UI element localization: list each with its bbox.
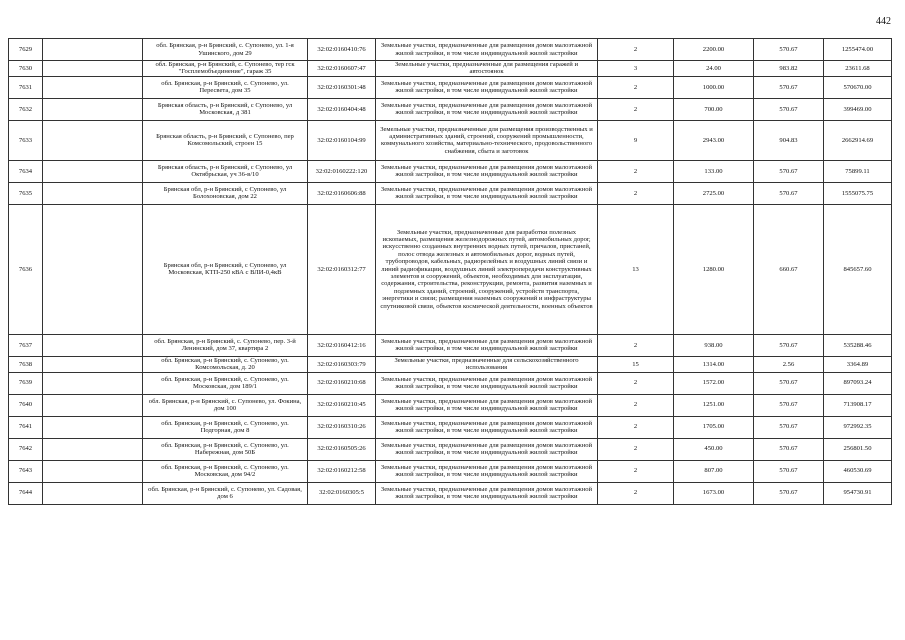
blank-cell (43, 98, 143, 120)
address-cell: обл. Брянская, р-н Брянский, с. Супонево, ул. Пересвета, дом 35 (143, 76, 308, 98)
blank-cell (43, 76, 143, 98)
area-cell: 133.00 (674, 160, 754, 182)
row-number: 7632 (9, 98, 43, 120)
address-cell: обл. Брянская, р-н Брянский, с. Супонево, ул. Садовая, дом 6 (143, 482, 308, 504)
table-row (9, 394, 892, 416)
table-body (9, 39, 892, 505)
group-cell: 2 (598, 394, 674, 416)
table-row (9, 182, 892, 204)
cadastral-number-cell: 32:02:0160210:68 (308, 372, 376, 394)
address-cell: Брянская обл, р-н Брянский, с Супонево, ул Болохоновская, дом 22 (143, 182, 308, 204)
cadastral-value-cell: 1255474.00 (824, 39, 892, 61)
table-row (9, 460, 892, 482)
cadastral-value-cell: 954730.91 (824, 482, 892, 504)
area-cell: 1572.00 (674, 372, 754, 394)
row-number: 7631 (9, 76, 43, 98)
land-use-cell: Земельные участки, предназначенные для размещения домов малоэтажной жилой застройки, в том числе индивидуальной жилой застройки (376, 372, 598, 394)
land-use-cell: Земельные участки, предназначенные для размещения домов малоэтажной жилой застройки, в том числе индивидуальной жилой застройки (376, 98, 598, 120)
table-row (9, 61, 892, 77)
area-cell: 807.00 (674, 460, 754, 482)
table-row (9, 482, 892, 504)
address-cell: обл. Брянская, р-н Брянский, с. Супонево, ул. Московская, дом 189/1 (143, 372, 308, 394)
cadastral-number-cell: 32:02:0160104:99 (308, 120, 376, 160)
cadastral-value-cell: 75899.11 (824, 160, 892, 182)
blank-cell (43, 438, 143, 460)
table-row (9, 160, 892, 182)
area-cell: 2200.00 (674, 39, 754, 61)
land-use-cell: Земельные участки, предназначенные для размещения производственных и административных зданий, строений, сооружений промышленности, коммунального хозяйства, материально-технического, продовольственного снабжения, сбыта и заготовок (376, 120, 598, 160)
area-cell: 700.00 (674, 98, 754, 120)
specific-value-cell: 2.56 (754, 356, 824, 372)
group-cell: 2 (598, 372, 674, 394)
group-cell: 2 (598, 160, 674, 182)
area-cell: 1000.00 (674, 76, 754, 98)
address-cell: Брянская область, р-н Брянский, с Супонево, ул Московская, д 381 (143, 98, 308, 120)
row-number: 7639 (9, 372, 43, 394)
row-number: 7635 (9, 182, 43, 204)
row-number: 7644 (9, 482, 43, 504)
cadastral-number-cell: 32:02:0160210:45 (308, 394, 376, 416)
cadastral-value-table (8, 38, 892, 505)
cadastral-value-cell: 2662914.69 (824, 120, 892, 160)
specific-value-cell: 570.67 (754, 460, 824, 482)
specific-value-cell: 570.67 (754, 98, 824, 120)
specific-value-cell: 983.82 (754, 61, 824, 77)
group-cell: 2 (598, 76, 674, 98)
group-cell: 2 (598, 98, 674, 120)
land-use-cell: Земельные участки, предназначенные для размещения домов малоэтажной жилой застройки, в том числе индивидуальной жилой застройки (376, 460, 598, 482)
specific-value-cell: 570.67 (754, 482, 824, 504)
cadastral-number-cell: 32:02:0160607:47 (308, 61, 376, 77)
blank-cell (43, 160, 143, 182)
area-cell: 1673.00 (674, 482, 754, 504)
blank-cell (43, 460, 143, 482)
group-cell: 2 (598, 416, 674, 438)
blank-cell (43, 61, 143, 77)
land-use-cell: Земельные участки, предназначенные для размещения домов малоэтажной жилой застройки, в том числе индивидуальной жилой застройки (376, 182, 598, 204)
cadastral-value-cell: 23611.68 (824, 61, 892, 77)
area-cell: 1280.00 (674, 204, 754, 334)
specific-value-cell: 904.83 (754, 120, 824, 160)
cadastral-value-cell: 713908.17 (824, 394, 892, 416)
cadastral-value-cell: 972992.35 (824, 416, 892, 438)
area-cell: 1705.00 (674, 416, 754, 438)
group-cell: 15 (598, 356, 674, 372)
cadastral-number-cell: 32:02:0160305:5 (308, 482, 376, 504)
cadastral-value-cell: 1555075.75 (824, 182, 892, 204)
row-number: 7641 (9, 416, 43, 438)
land-use-cell: Земельные участки, предназначенные для разработки полезных ископаемых, размещения железнодорожных путей, автомобильных дорог, искусственно созданных внутренних водных путей, причалов, пристаней, полос отвода железных и автомобильных дорог, водных путей, трубопроводов, кабельных, радиорелейных и воздушных линий связи и линий радиофикации, воздушных линий электропередачи конструктивных элементов и сооружений, объектов, необходимых для эксплуатации, содержания, строительства, реконструкции, ремонта, развития наземных и подземных зданий, строений, сооружений, устройств транспорта, энергетики и связи; размещения наземных сооружений и инфраструктуры спутниковой связи, объектов космической деятельности, военных объектов (376, 204, 598, 334)
blank-cell (43, 334, 143, 356)
group-cell: 2 (598, 182, 674, 204)
specific-value-cell: 570.67 (754, 334, 824, 356)
specific-value-cell: 570.67 (754, 39, 824, 61)
specific-value-cell: 570.67 (754, 372, 824, 394)
table-row (9, 372, 892, 394)
cadastral-value-cell: 399469.00 (824, 98, 892, 120)
row-number: 7640 (9, 394, 43, 416)
address-cell: обл. Брянская, р-н Брянский, с. Супонево, пер. 3-й Ленинский, дом 37, квартира 2 (143, 334, 308, 356)
row-number: 7636 (9, 204, 43, 334)
blank-cell (43, 182, 143, 204)
address-cell: обл. Брянская, р-н Брянский, с. Супонево, ул. 1-я Ушинского, дом 29 (143, 39, 308, 61)
blank-cell (43, 482, 143, 504)
table-row (9, 204, 892, 334)
table-row (9, 356, 892, 372)
table-row (9, 98, 892, 120)
land-use-cell: Земельные участки, предназначенные для размещения домов малоэтажной жилой застройки, в том числе индивидуальной жилой застройки (376, 482, 598, 504)
cadastral-number-cell: 32:02:0160404:48 (308, 98, 376, 120)
cadastral-value-cell: 256801.50 (824, 438, 892, 460)
land-use-cell: Земельные участки, предназначенные для размещения домов малоэтажной жилой застройки, в том числе индивидуальной жилой застройки (376, 76, 598, 98)
area-cell: 1251.00 (674, 394, 754, 416)
row-number: 7643 (9, 460, 43, 482)
row-number: 7629 (9, 39, 43, 61)
row-number: 7637 (9, 334, 43, 356)
blank-cell (43, 120, 143, 160)
specific-value-cell: 570.67 (754, 438, 824, 460)
blank-cell (43, 39, 143, 61)
address-cell: Брянская область, р-н Брянский, с Супонево, пер Комсомольский, строен 15 (143, 120, 308, 160)
cadastral-number-cell: 32:02:0160410:76 (308, 39, 376, 61)
row-number: 7630 (9, 61, 43, 77)
cadastral-value-cell: 3364.89 (824, 356, 892, 372)
address-cell: Брянская обл, р-н Брянский, с Супонево, ул Московская, КТП-250 кВА с ВЛИ-0,4кВ (143, 204, 308, 334)
group-cell: 2 (598, 39, 674, 61)
row-number: 7633 (9, 120, 43, 160)
cadastral-number-cell: 32:02:0160312:77 (308, 204, 376, 334)
cadastral-value-cell: 845657.60 (824, 204, 892, 334)
page-number: 442 (876, 16, 891, 27)
cadastral-number-cell: 32:02:0160505:26 (308, 438, 376, 460)
blank-cell (43, 416, 143, 438)
row-number: 7634 (9, 160, 43, 182)
cadastral-number-cell: 32:02:0160212:58 (308, 460, 376, 482)
address-cell: обл. Брянская, р-н Брянский, с. Супонево, ул. Набережная, дом 50Б (143, 438, 308, 460)
land-use-cell: Земельные участки, предназначенные для размещения домов малоэтажной жилой застройки, в том числе индивидуальной жилой застройки (376, 416, 598, 438)
land-use-cell: Земельные участки, предназначенные для размещения гаражей и автостоянок (376, 61, 598, 77)
specific-value-cell: 570.67 (754, 416, 824, 438)
address-cell: обл. Брянская, р-н Брянский, с. Супонево, ул. Фокина, дом 100 (143, 394, 308, 416)
land-use-cell: Земельные участки, предназначенные для сельскохозяйственного использования (376, 356, 598, 372)
address-cell: обл. Брянская, р-н Брянский, с. Супонево, ул. Подгорная, дом 8 (143, 416, 308, 438)
address-cell: Брянская область, р-н Брянский, с Супонево, ул Октябрьская, уч 36-в/10 (143, 160, 308, 182)
area-cell: 24.00 (674, 61, 754, 77)
area-cell: 938.00 (674, 334, 754, 356)
cadastral-number-cell: 32:02:0160606:88 (308, 182, 376, 204)
group-cell: 3 (598, 61, 674, 77)
address-cell: обл. Брянская, р-н Брянский, с. Супонево, ул. Комсомольская, д. 20 (143, 356, 308, 372)
land-use-cell: Земельные участки, предназначенные для размещения домов малоэтажной жилой застройки, в том числе индивидуальной жилой застройки (376, 39, 598, 61)
group-cell: 2 (598, 482, 674, 504)
blank-cell (43, 372, 143, 394)
specific-value-cell: 570.67 (754, 76, 824, 98)
cadastral-number-cell: 32:02:0160303:79 (308, 356, 376, 372)
cadastral-number-cell: 32:02:0160310:26 (308, 416, 376, 438)
group-cell: 2 (598, 334, 674, 356)
row-number: 7638 (9, 356, 43, 372)
cadastral-value-cell: 460530.69 (824, 460, 892, 482)
address-cell: обл. Брянская, р-н Брянский, с. Супонево, тер гск "Госплемобъединение", гараж 35 (143, 61, 308, 77)
cadastral-value-cell: 570670.00 (824, 76, 892, 98)
row-number: 7642 (9, 438, 43, 460)
group-cell: 2 (598, 460, 674, 482)
table-row (9, 334, 892, 356)
cadastral-value-cell: 535288.46 (824, 334, 892, 356)
cadastral-number-cell: 32:02:0160301:48 (308, 76, 376, 98)
specific-value-cell: 660.67 (754, 204, 824, 334)
blank-cell (43, 204, 143, 334)
cadastral-number-cell: 32:02:0160412:16 (308, 334, 376, 356)
blank-cell (43, 356, 143, 372)
land-use-cell: Земельные участки, предназначенные для размещения домов малоэтажной жилой застройки, в том числе индивидуальной жилой застройки (376, 394, 598, 416)
table-row (9, 438, 892, 460)
specific-value-cell: 570.67 (754, 394, 824, 416)
specific-value-cell: 570.67 (754, 182, 824, 204)
land-use-cell: Земельные участки, предназначенные для размещения домов малоэтажной жилой застройки, в том числе индивидуальной жилой застройки (376, 438, 598, 460)
cadastral-value-cell: 897093.24 (824, 372, 892, 394)
land-use-cell: Земельные участки, предназначенные для размещения домов малоэтажной жилой застройки, в том числе индивидуальной жилой застройки (376, 334, 598, 356)
area-cell: 1314.00 (674, 356, 754, 372)
area-cell: 2943.00 (674, 120, 754, 160)
group-cell: 2 (598, 438, 674, 460)
table-row (9, 39, 892, 61)
land-use-cell: Земельные участки, предназначенные для размещения домов малоэтажной жилой застройки, в том числе индивидуальной жилой застройки (376, 160, 598, 182)
table-row (9, 416, 892, 438)
table-row (9, 120, 892, 160)
area-cell: 450.00 (674, 438, 754, 460)
cadastral-number-cell: 32:02:0160222:120 (308, 160, 376, 182)
table-row (9, 76, 892, 98)
blank-cell (43, 394, 143, 416)
group-cell: 9 (598, 120, 674, 160)
specific-value-cell: 570.67 (754, 160, 824, 182)
group-cell: 13 (598, 204, 674, 334)
area-cell: 2725.00 (674, 182, 754, 204)
address-cell: обл. Брянская, р-н Брянский, с. Супонево, ул. Московская, дом 94/2 (143, 460, 308, 482)
